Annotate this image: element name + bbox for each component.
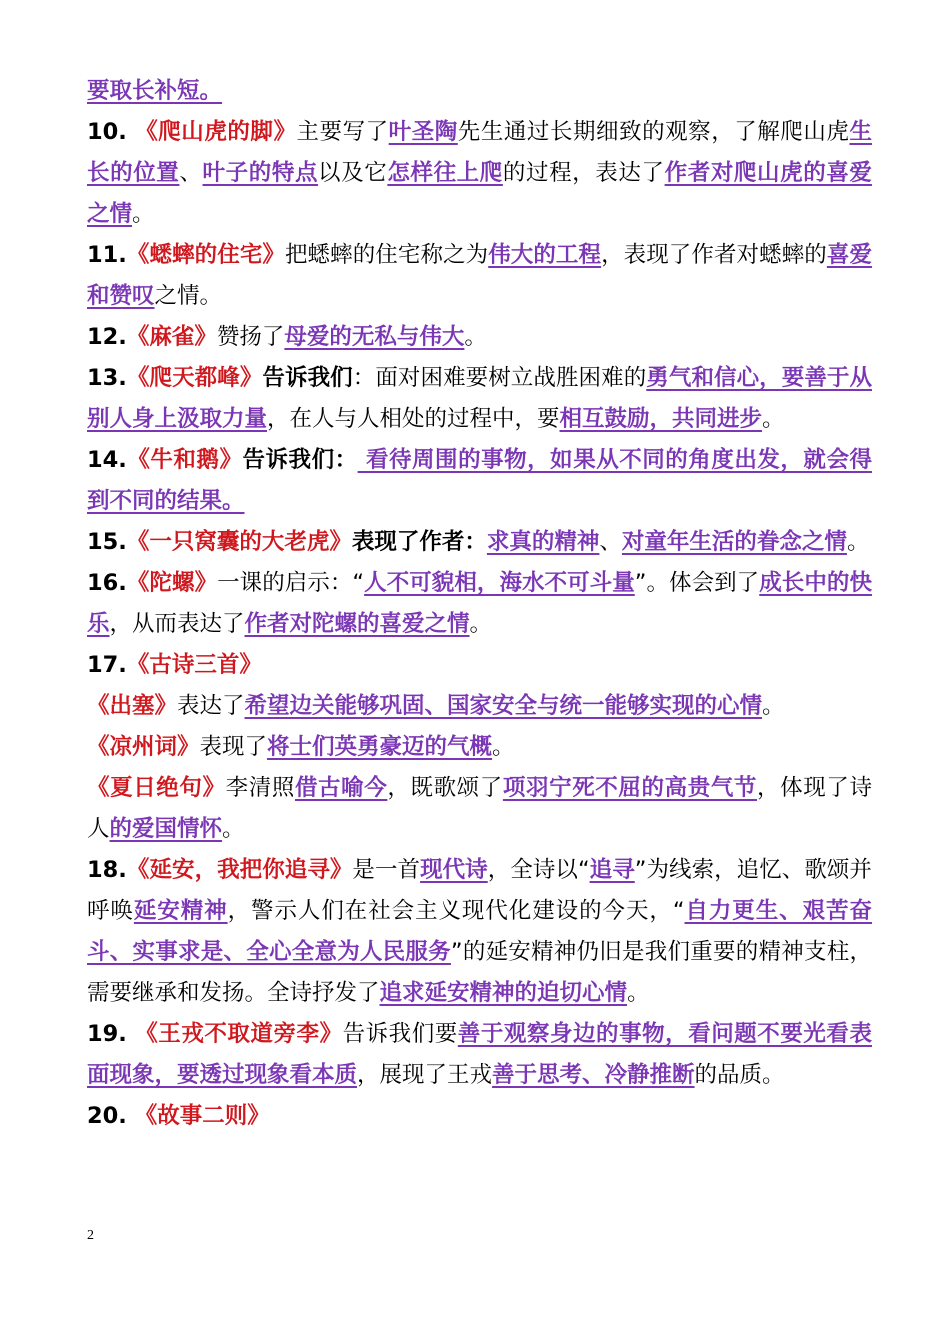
key-point-text: 自力更生、艰苦奋斗、实事求是、全心全意为人民服务 bbox=[87, 898, 872, 965]
body-text: ”。体会到了 bbox=[634, 570, 760, 596]
key-point-text: 怎样往上爬 bbox=[387, 160, 503, 186]
item-number: 14. bbox=[87, 447, 127, 473]
body-text: 表现了 bbox=[199, 734, 268, 760]
bold-lead-text: 告诉我们： bbox=[242, 447, 358, 473]
lesson-title: 《出塞》 bbox=[87, 693, 178, 719]
body-text: ，全诗以“ bbox=[487, 857, 590, 883]
body-text: 。 bbox=[846, 529, 870, 555]
lesson-title: 《古诗三首》 bbox=[126, 652, 262, 678]
key-point-text: 对童年生活的眷念之情 bbox=[621, 529, 847, 555]
key-point-text: 喜爱和赞叹 bbox=[87, 242, 872, 309]
body-text: 告诉我们要 bbox=[342, 1021, 458, 1047]
lesson-title: 《麻雀》 bbox=[126, 324, 217, 350]
body-text: ，警示人们在社会主义现代化建设的今天，“ bbox=[227, 898, 685, 924]
body-text: 、 bbox=[179, 160, 203, 186]
key-point-text: 母爱的无私与伟大 bbox=[284, 324, 465, 350]
paragraph-item-19 bbox=[87, 1014, 872, 1096]
body-text: ，体现了诗人 bbox=[87, 775, 872, 842]
key-point-text: 善于观察身边的事物，看问题不要光看表面现象，要透过现象看本质 bbox=[87, 1021, 872, 1088]
key-point-text: 的爱国情怀 bbox=[109, 816, 223, 842]
body-text: 。 bbox=[627, 980, 650, 1006]
key-point-text: 项羽宁死不屈的高贵气节 bbox=[502, 775, 758, 801]
key-point-text: 善于思考、冷静推断 bbox=[492, 1062, 695, 1088]
body-text: 先生通过长期细致的观察，了解爬山虎 bbox=[457, 119, 850, 145]
body-text: 表达了 bbox=[177, 693, 245, 719]
lesson-title: 《爬天都峰》 bbox=[126, 365, 263, 391]
key-point-text: 希望边关能够巩固、国家安全与统一能够实现的心情 bbox=[244, 693, 763, 719]
paragraph-poem-xiarijueju bbox=[87, 768, 872, 850]
paragraph bbox=[87, 71, 872, 112]
key-point-text: 相互鼓励，共同进步 bbox=[559, 406, 763, 432]
paragraph-item-16 bbox=[87, 563, 872, 645]
key-point-text: 伟大的工程 bbox=[488, 242, 602, 268]
key-point-text: 追寻 bbox=[589, 857, 635, 883]
body-text: ，在人与人相处的过程中，要 bbox=[267, 406, 560, 432]
body-text: 一课的启示：“ bbox=[217, 570, 365, 596]
lesson-title: 《蟋蟀的住宅》 bbox=[126, 242, 285, 268]
lesson-title: 《牛和鹅》 bbox=[126, 447, 243, 473]
body-text: 。 bbox=[464, 324, 487, 350]
paragraph-item-13 bbox=[87, 358, 872, 440]
body-text: 李清照 bbox=[225, 775, 295, 801]
item-number: 19. bbox=[87, 1021, 136, 1047]
key-point-text: 生长的位置 bbox=[87, 119, 872, 186]
key-point-text: 将士们英勇豪迈的气概 bbox=[267, 734, 493, 760]
body-text: 把蟋蟀的住宅称之为 bbox=[284, 242, 489, 268]
key-point-text: 借古喻今 bbox=[294, 775, 388, 801]
body-text: 的过程，表达了 bbox=[502, 160, 665, 186]
page-number: 2 bbox=[87, 1228, 94, 1243]
item-number: 18. bbox=[87, 857, 127, 883]
paragraph-item-14 bbox=[87, 440, 872, 522]
key-point-text: 作者对爬山虎的喜爱之情 bbox=[87, 160, 872, 227]
item-number: 20. bbox=[87, 1103, 135, 1129]
paragraph-item-15 bbox=[87, 522, 872, 563]
key-point-text: 延安精神 bbox=[133, 898, 228, 924]
body-text: ：面对困难要树立战胜困难的 bbox=[352, 365, 647, 391]
body-text: ，展现了王戎 bbox=[357, 1062, 493, 1088]
key-point-text: 叶圣陶 bbox=[388, 119, 458, 145]
body-text: 是一首 bbox=[352, 857, 421, 883]
lesson-title: 《王戎不取道旁李》 bbox=[135, 1021, 343, 1047]
body-text: 。 bbox=[222, 816, 245, 842]
paragraph-item-17 bbox=[87, 645, 872, 686]
key-point-text: 勇气和信心，要善于从别人身上汲取力量 bbox=[87, 365, 872, 432]
body-text: ，表现了作者对蟋蟀的 bbox=[601, 242, 827, 268]
bold-lead-text: 表现了作者： bbox=[351, 529, 487, 555]
key-point-text: 现代诗 bbox=[420, 857, 488, 883]
key-point-text: 叶子的特点 bbox=[202, 160, 319, 186]
item-number: 11. bbox=[87, 242, 127, 268]
item-number: 16. bbox=[87, 570, 127, 596]
paragraph-item-10 bbox=[87, 112, 872, 235]
paragraph-poem-liangzhouci bbox=[87, 727, 872, 768]
item-number: 17. bbox=[87, 652, 127, 678]
key-point-text: 要取长补短。 bbox=[87, 78, 223, 104]
key-point-text: 作者对陀螺的喜爱之情 bbox=[244, 611, 470, 637]
lesson-title: 《延安，我把你追寻》 bbox=[126, 857, 353, 883]
body-text: ，既歌颂了 bbox=[387, 775, 503, 801]
document-body bbox=[87, 71, 872, 1137]
lesson-title: 《陀螺》 bbox=[126, 570, 218, 596]
body-text: 的品质。 bbox=[694, 1062, 785, 1088]
body-text: 。 bbox=[762, 406, 785, 432]
body-text: ”的延安精神仍旧是我们重要的精神支柱，需要继承和发扬。全诗抒发了 bbox=[87, 939, 872, 1006]
lesson-title: 《一只窝囊的大老虎》 bbox=[126, 529, 352, 555]
key-point-text: 求真的精神 bbox=[486, 529, 600, 555]
bold-lead-text: 告诉我们 bbox=[262, 365, 353, 391]
lesson-title: 《故事二则》 bbox=[134, 1103, 270, 1129]
paragraph-item-12 bbox=[87, 317, 872, 358]
lesson-title: 《爬山虎的脚》 bbox=[135, 119, 297, 145]
item-number: 13. bbox=[87, 365, 127, 391]
body-text: 赞扬了 bbox=[216, 324, 285, 350]
key-point-text: 人不可貌相，海水不可斗量 bbox=[364, 570, 635, 596]
lesson-title: 《凉州词》 bbox=[87, 734, 200, 760]
body-text: 、 bbox=[599, 529, 622, 555]
key-point-text: 看待周围的事物，如果从不同的角度出发，就会得到不同的结果。 bbox=[87, 447, 872, 514]
item-number: 15. bbox=[87, 529, 127, 555]
lesson-title: 《夏日绝句》 bbox=[87, 775, 226, 801]
key-point-text: 追求延安精神的迫切心情 bbox=[379, 980, 628, 1006]
body-text: 以及它 bbox=[318, 160, 388, 186]
paragraph-poem-chusai bbox=[87, 686, 872, 727]
body-text: 。 bbox=[469, 611, 493, 637]
item-number: 10. bbox=[87, 119, 136, 145]
body-text: ，从而表达了 bbox=[109, 611, 245, 637]
paragraph-item-20 bbox=[87, 1096, 872, 1137]
body-text: 。 bbox=[132, 201, 155, 227]
item-number: 12. bbox=[87, 324, 127, 350]
body-text: ”为线索，追忆、歌颂并呼唤 bbox=[87, 857, 872, 924]
key-point-text: 成长中的快乐 bbox=[87, 570, 872, 637]
body-text: 主要写了 bbox=[296, 119, 389, 145]
body-text: 。 bbox=[762, 693, 785, 719]
body-text: 。 bbox=[492, 734, 515, 760]
paragraph-item-18 bbox=[87, 850, 872, 1014]
paragraph-item-11 bbox=[87, 235, 872, 317]
body-text: 之情。 bbox=[154, 283, 223, 309]
